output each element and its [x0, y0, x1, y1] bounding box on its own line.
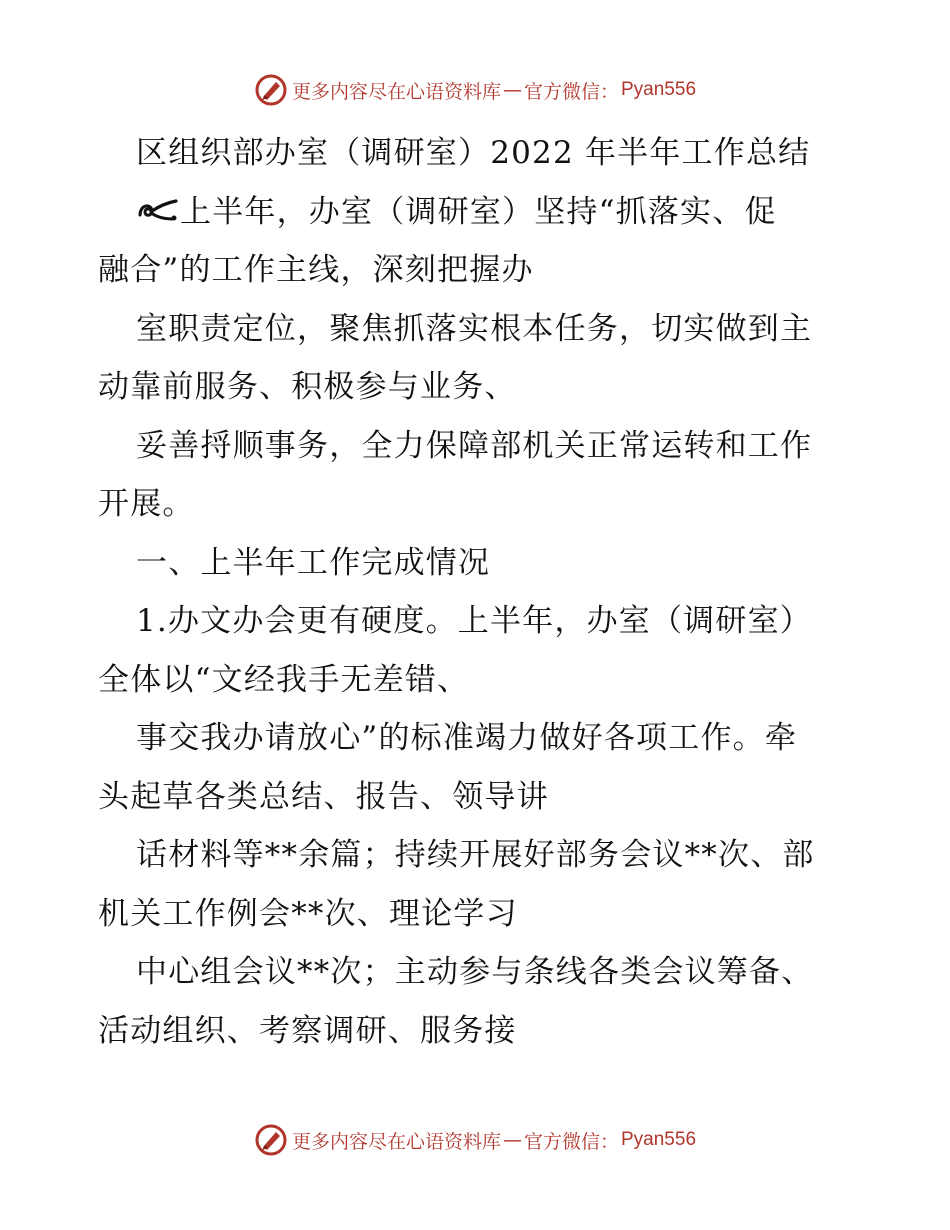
flourish-icon	[136, 197, 178, 225]
paragraph-line-3: 室职责定位，聚焦抓落实根本任务，切实做到主	[136, 310, 813, 347]
watermark-text: 更多内容尽在心语资料库	[291, 1130, 501, 1153]
document-title: 区组织部办室（调研室）2022 年半年工作总结	[136, 135, 811, 171]
paragraph-line-15: 活动组织、考察调研、服务接	[98, 1012, 517, 1049]
paragraph-line-14: 中心组会议**次；主动参与条线各类会议筹备、	[136, 954, 814, 990]
watermark-account-id: Pyan556	[621, 79, 697, 100]
paragraph-line-6: 开展。	[98, 486, 195, 522]
paragraph-line-12: 话材料等**余篇；持续开展好部务会议**次、部	[136, 837, 815, 873]
brand-logo-icon	[254, 1123, 288, 1157]
document-body	[98, 124, 858, 1060]
paragraph-line-9: 全体以“文经我手无差错、	[98, 661, 470, 698]
paragraph-line-1	[98, 183, 858, 242]
watermark-account-label: 官方微信：	[523, 1130, 619, 1153]
watermark-account-label: 官方微信：	[523, 80, 619, 103]
paragraph-line-2: 融合”的工作主线，深刻把握办	[98, 252, 534, 288]
paragraph-line-8: 1.办文办会更有硬度。上半年，办室（调研室）	[136, 603, 812, 639]
watermark-separator: —	[502, 79, 522, 101]
header-watermark	[0, 70, 950, 110]
paragraph-line-11: 头起草各类总结、报告、领导讲	[98, 778, 549, 815]
watermark-separator: —	[502, 1129, 522, 1151]
section-heading: 一、上半年工作完成情况	[136, 544, 491, 581]
paragraph-line-4: 动靠前服务、积极参与业务、	[98, 369, 517, 405]
paragraph-line-10: 事交我办请放心”的标准竭力做好各项工作。牵	[136, 720, 798, 756]
footer-watermark	[0, 1120, 950, 1160]
brand-logo-icon	[254, 73, 288, 107]
watermark-text: 更多内容尽在心语资料库	[291, 80, 501, 103]
paragraph-line-text: 上半年，办室（调研室）坚持“抓落实、促	[180, 193, 777, 230]
watermark-account-id: Pyan556	[621, 1129, 697, 1150]
paragraph-line-13: 机关工作例会**次、理论学习	[98, 895, 518, 932]
paragraph-line-5: 妥善捋顺事务，全力保障部机关正常运转和工作	[136, 427, 813, 464]
